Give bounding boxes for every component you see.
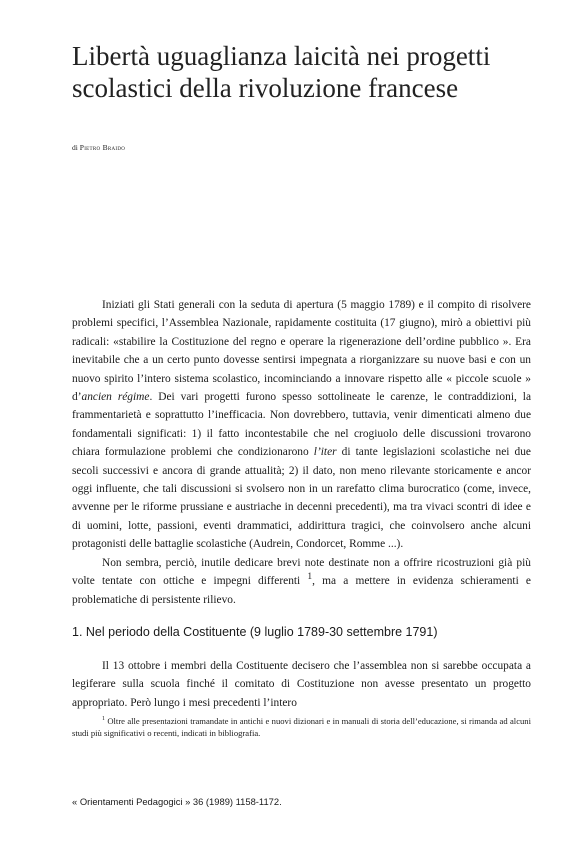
article-title: Libertà uguaglianza laicità nei progetti scolastici della rivoluzione francese [72, 41, 491, 103]
paragraph-1-text-b: . Dei vari progetti furono spesso sottolineate le carenze, le contraddizioni, la frammentarietà e soprattutto l’inefficacia. Non dovrebbero, tuttavia, venir dimenticati almeno due fondamentali significati: 1) il fatto incontestabile che nel crogiuolo delle discussioni trovarono chiara formulazione problemi che condizionarono [72, 391, 532, 459]
footnote [72, 715, 531, 739]
article-body [72, 296, 531, 609]
author-prefix: di [72, 143, 80, 152]
section-heading: 1. Nel periodo della Costituente (9 luglio 1789-30 settembre 1791) [72, 625, 438, 639]
paragraph-1-text-a: Iniziati gli Stati generali con la seduta di apertura (5 maggio 1789) e il compito di risolvere problemi specifici, l’Assemblea Nazionale, rapidamente costituita (17 giugno), mirò a obiettivi più radicali: «stabilire la Costituzione del regno e operare la rigenerazione dell’ordine pubblico ». Era inevitabile che a un certo punto dovesse sentirsi impegnata a riorganizzare su nuove basi e con un nuovo spirito l’intero sistema scolastico, incominciando a innovare rispetto alle « piccole scuole » d’ [72, 299, 531, 404]
emphasis-ancien-regime: ancien régime [81, 391, 150, 404]
footnote-text: Oltre alle presentazioni tramandate in antichi e nuovi dizionari e in manuali di storia dell’educazione, si rimanda ad alcuni studi più significativi o recenti, indicati in bibliografia. [72, 716, 531, 738]
paragraph-1 [72, 296, 531, 554]
journal-citation: « Orientamenti Pedagogici » 36 (1989) 1158-1172. [72, 796, 282, 807]
article-author [72, 143, 125, 152]
author-name: Pietro Braido [79, 143, 126, 152]
section-body [72, 657, 531, 712]
footnote-reference[interactable]: 1 [307, 572, 313, 583]
paragraph-2 [72, 554, 531, 609]
emphasis-iter: l’iter [313, 446, 337, 459]
paragraph-2-text-b: , ma a mettere in evidenza schieramenti e problematiche di persistente rilievo. [72, 575, 531, 606]
paragraph-2-text-a: Non sembra, perciò, inutile dedicare brevi note destinate non a offrire ricostruzioni già più volte tentate con ottiche e impegni differenti [72, 556, 531, 588]
section-paragraph: Il 13 ottobre i membri della Costituente decisero che l’assemblea non si sarebbe occupata a legiferare sulla scuola finché il comitato di Costituzione non avesse presentato un progetto appropriato. Però lungo i mesi precedenti l’intero [72, 660, 531, 709]
footnote-number: 1 [102, 716, 105, 723]
paragraph-1-text-c: di tante legislazioni scolastiche nei due secoli successivi e ancora di grande attualità; 2) il dato, non meno rilevante storicamente e ancor oggi influente, che tali discussioni si svolsero non in un rarefatto clima burocratico (come, invece, avvenne per le riforme prussiane e austriache in decenni precedenti), ma tra vivaci scontri di idee e di uomini, lotte, passioni, eventi drammatici, addirittura tragici, che coinvolsero anche alcuni protagonisti delle battaglie scolastiche (Audrein, Condorcet, Romme ...). [72, 446, 531, 551]
